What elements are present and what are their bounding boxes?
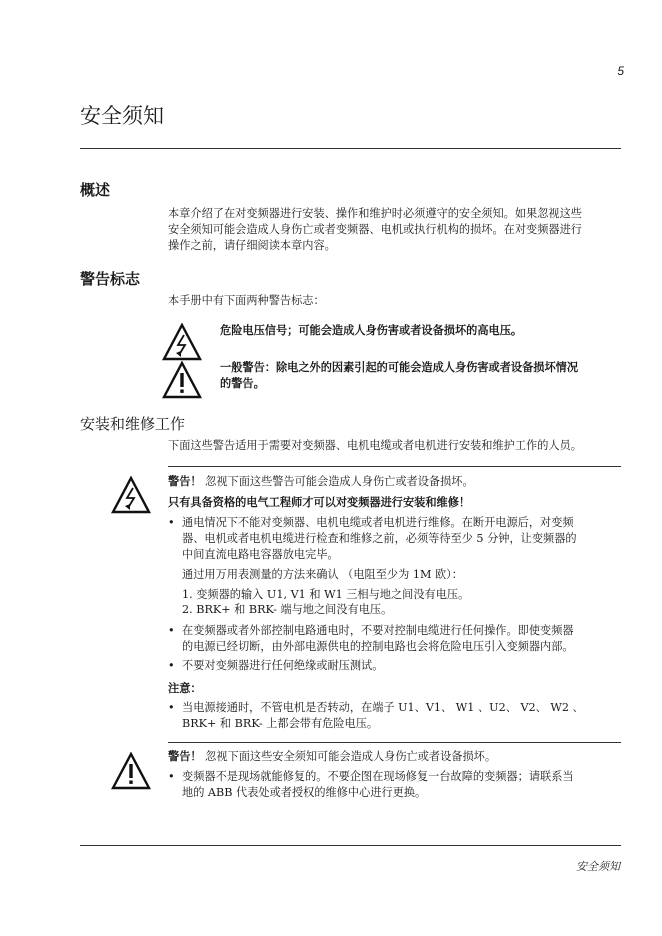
overview-line: 本章介绍了在对变频器进行安装、操作和维护时必须遵守的安全须知。如果忽视这些: [168, 207, 582, 220]
general-warning-icon: [162, 361, 202, 399]
bullet-line: 中间直流电路电容器放电完毕。: [182, 548, 339, 561]
bullet-line: BRK+ 和 BRK- 上都会带有危险电压。: [182, 717, 379, 730]
installation-warning: [168, 474, 620, 490]
bullet-line: 在变频器或者外部控制电路通电时，不要对控制电缆进行任何操作。即使变频器: [182, 624, 574, 637]
high-voltage-warning-icon: [162, 323, 202, 361]
warning-text: 忽视下面这些安全须知可能会造成人身伤亡或者设备损坏。: [205, 750, 497, 763]
bullet-line: 器、电机或者电机电缆进行检查和维修之前，必须等待至少 5 分钟，让变频器的: [182, 532, 577, 545]
bullet-line: 通电情况下不能对变频器、电机电缆或者电机进行维修。在断开电源后，对变频: [182, 516, 574, 529]
bullet-line: 的电源已经切断，由外部电源供电的控制电路也会将危险电压引入变频器内部。: [182, 640, 574, 653]
list-item: [168, 769, 620, 801]
warning-symbols-intro: 本手册中有下面两种警告标志：: [168, 294, 325, 307]
title-divider: [80, 148, 621, 149]
list-item: [168, 658, 620, 674]
installation-heading: 安装和维修工作: [80, 415, 186, 433]
note-label: 注意：: [168, 682, 202, 695]
bullet-mark: •: [168, 624, 175, 637]
list-item: [168, 700, 620, 732]
check-item: 2. BRK+ 和 BRK- 端与地之间没有电压。: [182, 603, 393, 616]
qualified-only-text: 只有具备资格的电气工程师才可以对变频器进行安装和维修！: [168, 496, 471, 509]
overview-line: 安全须知可能会造成人身伤亡或者变频器、电机或执行机构的损坏。在对变频器进行: [168, 223, 582, 236]
general-warning-icon: [111, 752, 151, 790]
list-item: [168, 515, 620, 563]
general-warning-line: 一般警告：除电之外的因素引起的可能会造成人身伤害或者设备损坏情况: [220, 361, 579, 374]
footer-section-title: 安全须知: [576, 860, 620, 873]
voltage-warning-text: 危险电压信号；可能会造成人身伤害或者设备损坏的高电压。: [220, 324, 523, 337]
bullet-mark: •: [168, 770, 175, 783]
measure-text: 通过用万用表测量的方法来确认 （电阻至少为 1M 欧）：: [182, 568, 463, 581]
bullet-text: [182, 769, 620, 801]
installation-intro: 下面这些警告适用于需要对变频器、电机电缆或者电机进行安装和维护工作的人员。: [168, 439, 582, 452]
bullet-line: 当电源接通时，不管电机是否转动，在端子 U1、V1、 W1 、U2、 V2、 W2 、: [182, 701, 584, 714]
overview-line: 操作之前，请仔细阅读本章内容。: [168, 239, 336, 252]
footer-divider: [80, 845, 621, 846]
general-warning-line: 的警告。: [220, 377, 265, 390]
warning-label: 警告！: [168, 750, 202, 763]
bullet-mark: •: [168, 516, 175, 529]
warning-divider: [168, 466, 621, 467]
bullet-text: [182, 623, 620, 655]
overview-text: [168, 206, 620, 254]
page-number: 5: [617, 64, 624, 78]
second-warning: [168, 749, 620, 765]
general-warning-text: [220, 360, 620, 392]
bullet-mark: •: [168, 701, 175, 714]
warning-divider: [168, 742, 621, 743]
warning-symbols-heading: 警告标志: [80, 270, 141, 288]
check-item: 1. 变频器的输入 U1, V1 和 W1 三相与地之间没有电压。: [182, 588, 470, 601]
bullet-text: [182, 515, 620, 563]
warning-text: 忽视下面这些警告可能会造成人身伤亡或者设备损坏。: [205, 475, 474, 488]
bullet-line: 变频器不是现场就能修复的。不要企图在现场修复一台故障的变频器；请联系当: [182, 770, 574, 783]
bullet-mark: •: [168, 659, 175, 672]
high-voltage-warning-icon: [111, 476, 151, 514]
page-title: 安全须知: [80, 104, 164, 128]
warning-label: 警告！: [168, 475, 202, 488]
bullet-text: [182, 700, 620, 732]
list-item: [168, 623, 620, 655]
bullet-line: 地的 ABB 代表处或者授权的维修中心进行更换。: [182, 786, 427, 799]
overview-heading: 概述: [80, 181, 111, 199]
bullet-text: 不要对变频器进行任何绝缘或耐压测试。: [182, 659, 384, 672]
